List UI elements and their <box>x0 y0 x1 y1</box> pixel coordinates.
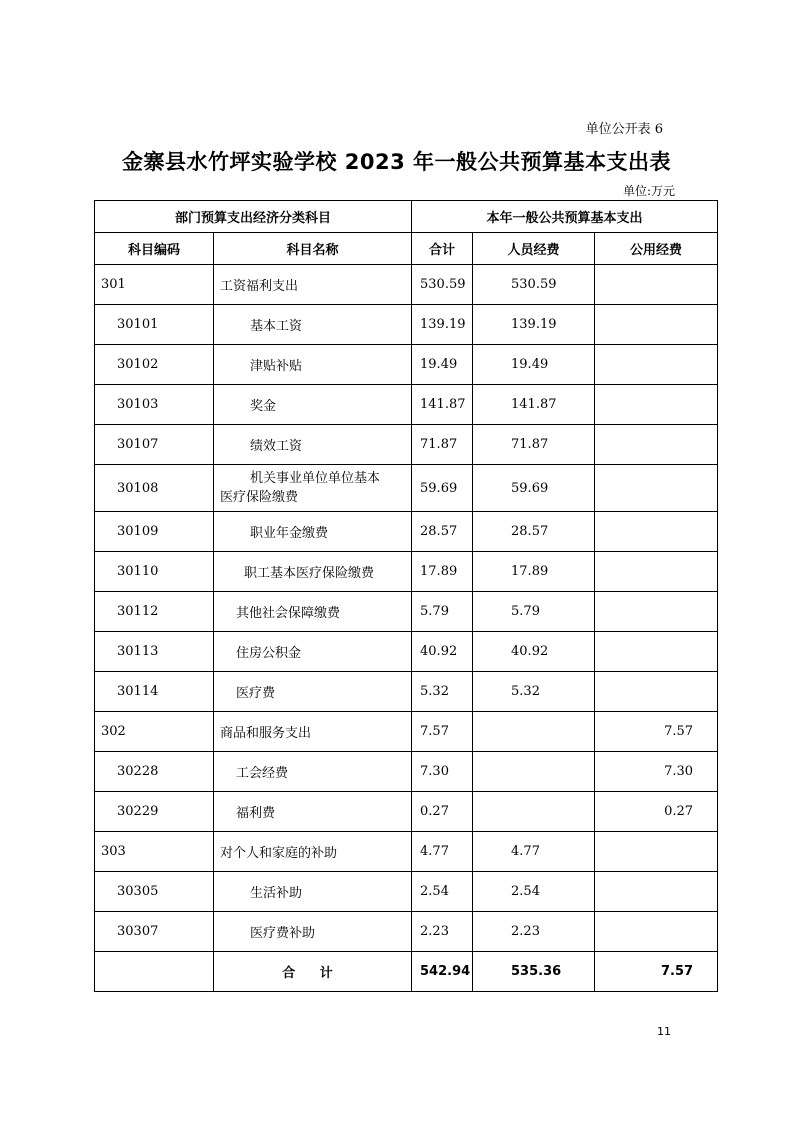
column-header-personnel: 人员经费 <box>473 233 595 265</box>
row-name: 工会经费 <box>214 752 412 792</box>
row-total: 40.92 <box>412 632 473 672</box>
row-code: 30228 <box>95 752 214 792</box>
group-header-basic-expenditure: 本年一般公共预算基本支出 <box>412 201 718 233</box>
row-total: 2.54 <box>412 872 473 912</box>
row-name: 绩效工资 <box>214 425 412 465</box>
row-public <box>595 912 718 952</box>
row-code: 30102 <box>95 345 214 385</box>
total-label: 合 计 <box>214 952 412 992</box>
row-name-line1: 机关事业单位单位基本 <box>250 471 381 486</box>
row-personnel: 139.19 <box>473 305 595 345</box>
column-header-total: 合计 <box>412 233 473 265</box>
table-row <box>95 632 718 672</box>
column-header-public: 公用经费 <box>595 233 718 265</box>
row-name: 福利费 <box>214 792 412 832</box>
row-code: 301 <box>95 265 214 305</box>
row-public: 0.27 <box>595 792 718 832</box>
row-code: 30108 <box>95 465 214 512</box>
table-row <box>95 345 718 385</box>
expenditure-table <box>94 200 718 992</box>
row-personnel: 71.87 <box>473 425 595 465</box>
row-code: 302 <box>95 712 214 752</box>
row-name: 奖金 <box>214 385 412 425</box>
row-personnel <box>473 792 595 832</box>
row-public <box>595 265 718 305</box>
table-row <box>95 265 718 305</box>
row-name: 工资福利支出 <box>214 265 412 305</box>
table-row <box>95 672 718 712</box>
row-total: 4.77 <box>412 832 473 872</box>
table-row <box>95 385 718 425</box>
row-code: 30114 <box>95 672 214 712</box>
row-total: 7.57 <box>412 712 473 752</box>
row-name: 对个人和家庭的补助 <box>214 832 412 872</box>
form-number: 单位公开表 6 <box>585 122 663 137</box>
table-row <box>95 872 718 912</box>
row-personnel: 530.59 <box>473 265 595 305</box>
table-row <box>95 912 718 952</box>
row-public <box>595 672 718 712</box>
row-code: 30109 <box>95 512 214 552</box>
row-code: 30305 <box>95 872 214 912</box>
row-total: 2.23 <box>412 912 473 952</box>
row-personnel: 2.23 <box>473 912 595 952</box>
row-total: 28.57 <box>412 512 473 552</box>
row-name: 医疗费 <box>214 672 412 712</box>
row-code: 303 <box>95 832 214 872</box>
row-public <box>595 552 718 592</box>
row-total: 530.59 <box>412 265 473 305</box>
row-public <box>595 592 718 632</box>
row-code: 30113 <box>95 632 214 672</box>
table-row <box>95 552 718 592</box>
total-empty-cell <box>95 952 214 992</box>
row-personnel: 5.79 <box>473 592 595 632</box>
row-total: 17.89 <box>412 552 473 592</box>
row-personnel: 4.77 <box>473 832 595 872</box>
row-personnel: 17.89 <box>473 552 595 592</box>
row-total: 19.49 <box>412 345 473 385</box>
row-personnel: 5.32 <box>473 672 595 712</box>
row-public <box>595 832 718 872</box>
table-row <box>95 832 718 872</box>
row-personnel <box>473 712 595 752</box>
table-row <box>95 712 718 752</box>
row-personnel <box>473 752 595 792</box>
unit-label: 单位:万元 <box>622 184 675 198</box>
column-header-code: 科目编码 <box>95 233 214 265</box>
total-public: 7.57 <box>595 952 718 992</box>
column-header-name: 科目名称 <box>214 233 412 265</box>
row-name: 职工基本医疗保险缴费 <box>214 552 412 592</box>
table-row <box>95 305 718 345</box>
row-public <box>595 512 718 552</box>
row-name: 生活补助 <box>214 872 412 912</box>
row-code: 30103 <box>95 385 214 425</box>
row-name: 住房公积金 <box>214 632 412 672</box>
table-row <box>95 792 718 832</box>
row-code: 30107 <box>95 425 214 465</box>
row-public <box>595 345 718 385</box>
row-personnel: 19.49 <box>473 345 595 385</box>
row-name: 津贴补贴 <box>214 345 412 385</box>
row-personnel: 40.92 <box>473 632 595 672</box>
row-code: 30110 <box>95 552 214 592</box>
row-total: 139.19 <box>412 305 473 345</box>
total-row <box>95 952 718 992</box>
row-total: 5.79 <box>412 592 473 632</box>
row-public <box>595 385 718 425</box>
row-personnel: 59.69 <box>473 465 595 512</box>
row-name: 基本工资 <box>214 305 412 345</box>
table-row <box>95 512 718 552</box>
row-code: 30112 <box>95 592 214 632</box>
row-total: 59.69 <box>412 465 473 512</box>
row-total: 0.27 <box>412 792 473 832</box>
row-total: 141.87 <box>412 385 473 425</box>
row-total: 71.87 <box>412 425 473 465</box>
row-code: 30101 <box>95 305 214 345</box>
row-public <box>595 465 718 512</box>
row-name: 医疗费补助 <box>214 912 412 952</box>
page-title: 金寨县水竹坪实验学校 2023 年一般公共预算基本支出表 <box>121 150 672 174</box>
row-public: 7.57 <box>595 712 718 752</box>
total-sum: 542.94 <box>412 952 473 992</box>
table-column-header-row <box>95 233 718 265</box>
row-total: 5.32 <box>412 672 473 712</box>
row-name: 职业年金缴费 <box>214 512 412 552</box>
table-row <box>95 425 718 465</box>
row-name: 其他社会保障缴费 <box>214 592 412 632</box>
table-row <box>95 465 718 512</box>
row-personnel: 2.54 <box>473 872 595 912</box>
table-group-header-row <box>95 201 718 233</box>
total-personnel: 535.36 <box>473 952 595 992</box>
row-name: 商品和服务支出 <box>214 712 412 752</box>
row-public <box>595 632 718 672</box>
row-name-line2: 医疗保险缴费 <box>220 490 299 505</box>
row-public <box>595 872 718 912</box>
row-personnel: 28.57 <box>473 512 595 552</box>
group-header-classification: 部门预算支出经济分类科目 <box>95 201 412 233</box>
page-number: 11 <box>657 1025 671 1038</box>
row-public <box>595 425 718 465</box>
row-code: 30229 <box>95 792 214 832</box>
row-name <box>214 465 412 512</box>
row-public <box>595 305 718 345</box>
table-row <box>95 752 718 792</box>
row-total: 7.30 <box>412 752 473 792</box>
table-row <box>95 592 718 632</box>
row-code: 30307 <box>95 912 214 952</box>
row-personnel: 141.87 <box>473 385 595 425</box>
row-public: 7.30 <box>595 752 718 792</box>
